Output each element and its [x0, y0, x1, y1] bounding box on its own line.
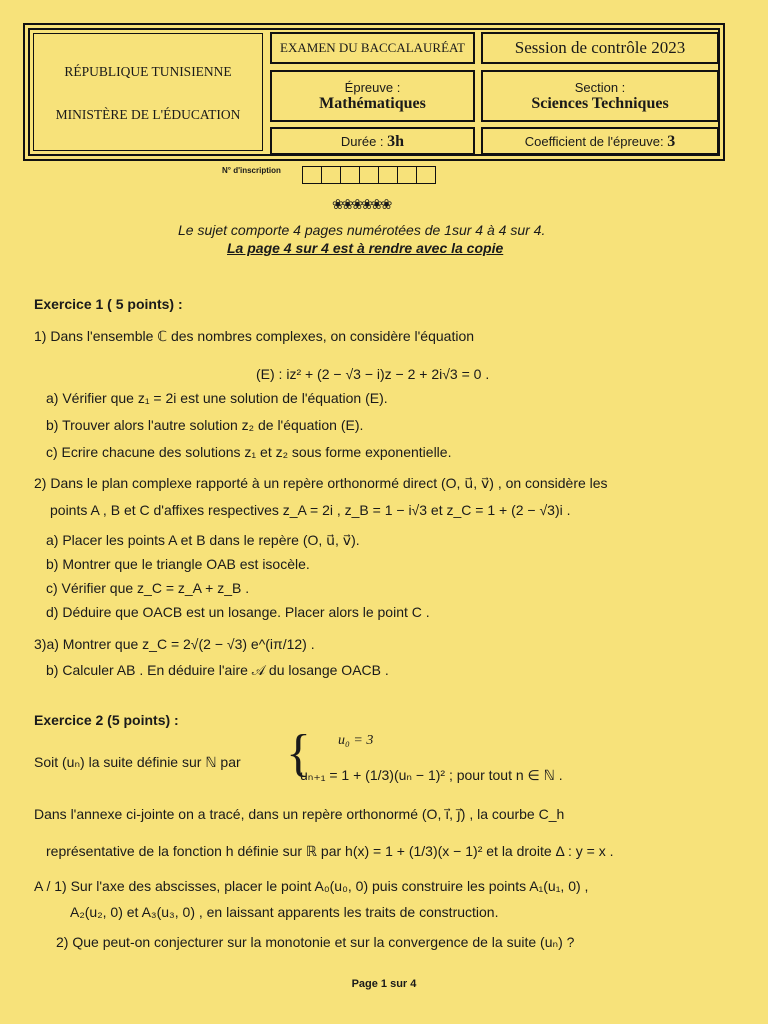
- ex2-recurrence: uₙ₊₁ = 1 + (1/3)(uₙ − 1)² ; pour tout n ∈ ℕ .: [300, 767, 563, 783]
- ex1-q1c: c) Ecrire chacune des solutions z₁ et z₂ sous forme exponentielle.: [46, 444, 452, 460]
- intro-line2: La page 4 sur 4 est à rendre avec la copie: [227, 240, 504, 256]
- ex2-u0: u₀ = 3: [338, 733, 374, 748]
- ministry: MINISTÈRE DE L'ÉDUCATION: [55, 107, 241, 122]
- ex2-definition: Soit (uₙ) la suite définie sur ℕ par: [34, 754, 241, 770]
- duree-box: Durée : 3h: [270, 127, 475, 155]
- ex1-q1b: b) Trouver alors l'autre solution z₂ de l'équation (E).: [46, 417, 364, 433]
- session: Session de contrôle 2023: [481, 32, 719, 64]
- ex2-representative: représentative de la fonction h définie sur ℝ par h(x) = 1 + (1/3)(x − 1)² et la droite Δ : y = x .: [46, 843, 614, 859]
- ex1-q2c: c) Vérifier que z_C = z_A + z_B .: [46, 580, 250, 596]
- ex2-a1: A / 1) Sur l'axe des abscisses, placer le point A₀(u₀, 0) puis construire les points A₁(u₁, 0) ,: [34, 878, 589, 894]
- ex1-q1a: a) Vérifier que z₁ = 2i est une solution de l'équation (E).: [46, 390, 388, 406]
- brace-icon: {: [286, 725, 311, 782]
- ex1-q2-points: points A , B et C d'affixes respectives z_A = 2i , z_B = 1 − i√3 et z_C = 1 + (2 − √3)i .: [50, 502, 571, 518]
- ex1-q3a: 3)a) Montrer que z_C = 2√(2 − √3) e^(iπ/12) .: [34, 636, 315, 652]
- header-authority: [33, 33, 263, 151]
- country: RÉPUBLIQUE TUNISIENNE: [64, 64, 232, 79]
- section-box: Section : Sciences Techniques: [481, 70, 719, 122]
- ex1-title: Exercice 1 ( 5 points) :: [34, 296, 183, 312]
- ex1-q2d: d) Déduire que OACB est un losange. Placer alors le point C .: [46, 604, 430, 620]
- ex2-annexe: Dans l'annexe ci-jointe on a tracé, dans un repère orthonormé (O, i⃗, j⃗) , la courbe C_h: [34, 806, 565, 822]
- ex2-title: Exercice 2 (5 points) :: [34, 712, 179, 728]
- ex1-q2a: a) Placer les points A et B dans le repère (O, u⃗, v⃗).: [46, 532, 360, 548]
- exam-title: EXAMEN DU BACCALAURÉAT: [270, 32, 475, 64]
- ex2-a2: 2) Que peut-on conjecturer sur la monotonie et sur la convergence de la suite (uₙ) ?: [56, 934, 575, 950]
- ex1-q2: 2) Dans le plan complexe rapporté à un repère orthonormé direct (O, u⃗, v⃗) , on considère les: [34, 475, 608, 491]
- intro-line1: Le sujet comporte 4 pages numérotées de 1sur 4 à 4 sur 4.: [178, 222, 546, 238]
- inscription-grid[interactable]: [302, 166, 436, 184]
- ex1-q1: 1) Dans l'ensemble ℂ des nombres complexes, on considère l'équation: [34, 328, 475, 344]
- ex1-q2b: b) Montrer que le triangle OAB est isocèle.: [46, 556, 310, 572]
- epreuve-box: Épreuve : Mathématiques: [270, 70, 475, 122]
- ornament-icon: ❀❀❀❀❀❀: [332, 196, 391, 212]
- coef-box: Coefficient de l'épreuve: 3: [481, 127, 719, 155]
- inscription-label: N° d'inscription: [222, 166, 281, 175]
- ex1-q3b: b) Calculer AB . En déduire l'aire 𝒜 du losange OACB .: [46, 662, 389, 678]
- ex2-a1-cont: A₂(u₂, 0) et A₃(u₃, 0) , en laissant apparents les traits de construction.: [70, 904, 499, 920]
- ex1-equation: (E) : iz² + (2 − √3 − i)z − 2 + 2i√3 = 0 .: [256, 366, 490, 382]
- page-footer: Page 1 sur 4: [351, 978, 417, 990]
